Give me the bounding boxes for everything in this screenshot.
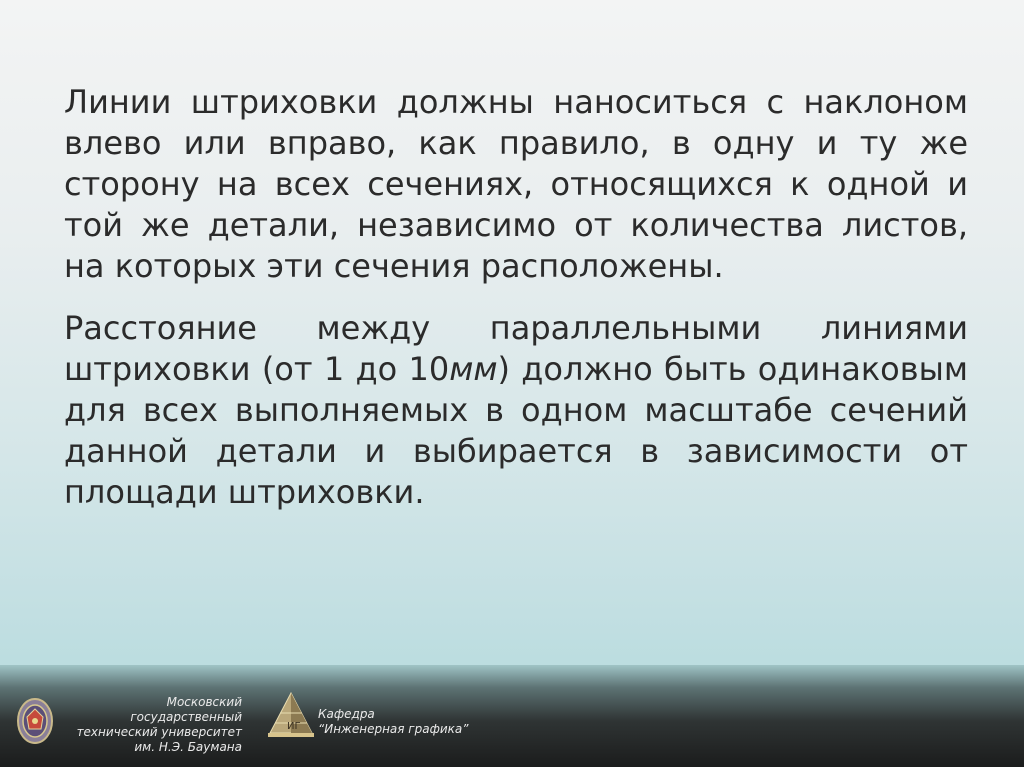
paragraph-hatching-spacing [64, 308, 968, 513]
department-name [318, 707, 468, 737]
footer-bar [0, 665, 1024, 767]
paragraph-hatching-direction: Линии штриховки должны наноситься с наклоном влево или вправо, как правило, в одну и ту же сторону на всех сечениях, относящихся к одной и той же детали, независимо от количества листов, на которых эти сечения расположены. [64, 83, 968, 285]
unit-mm: мм [449, 350, 498, 388]
slide-content [64, 82, 968, 513]
department-pyramid-logo-icon [264, 689, 318, 743]
paragraph-hatching-spacing-start: Расстояние между параллельными линиями штриховки (от 1 до 10 [64, 309, 968, 388]
department-name-line-1: Кафедра [318, 707, 375, 721]
department-name-line-2: “Инженерная графика” [318, 722, 469, 736]
svg-text:ИГ: ИГ [287, 721, 301, 732]
university-name [62, 695, 242, 755]
university-name-line-1: Московский государственный [130, 695, 242, 724]
paragraph-hatching-spacing-end: ) должно быть одинаковым для всех выполняемых в одном масштабе сечений данной детали и выбирается в зависимости от площади штриховки. [64, 350, 969, 511]
university-emblem-icon [16, 697, 54, 745]
university-name-line-2: технический университет [76, 725, 242, 739]
university-name-line-3: им. Н.Э. Баумана [134, 740, 242, 754]
